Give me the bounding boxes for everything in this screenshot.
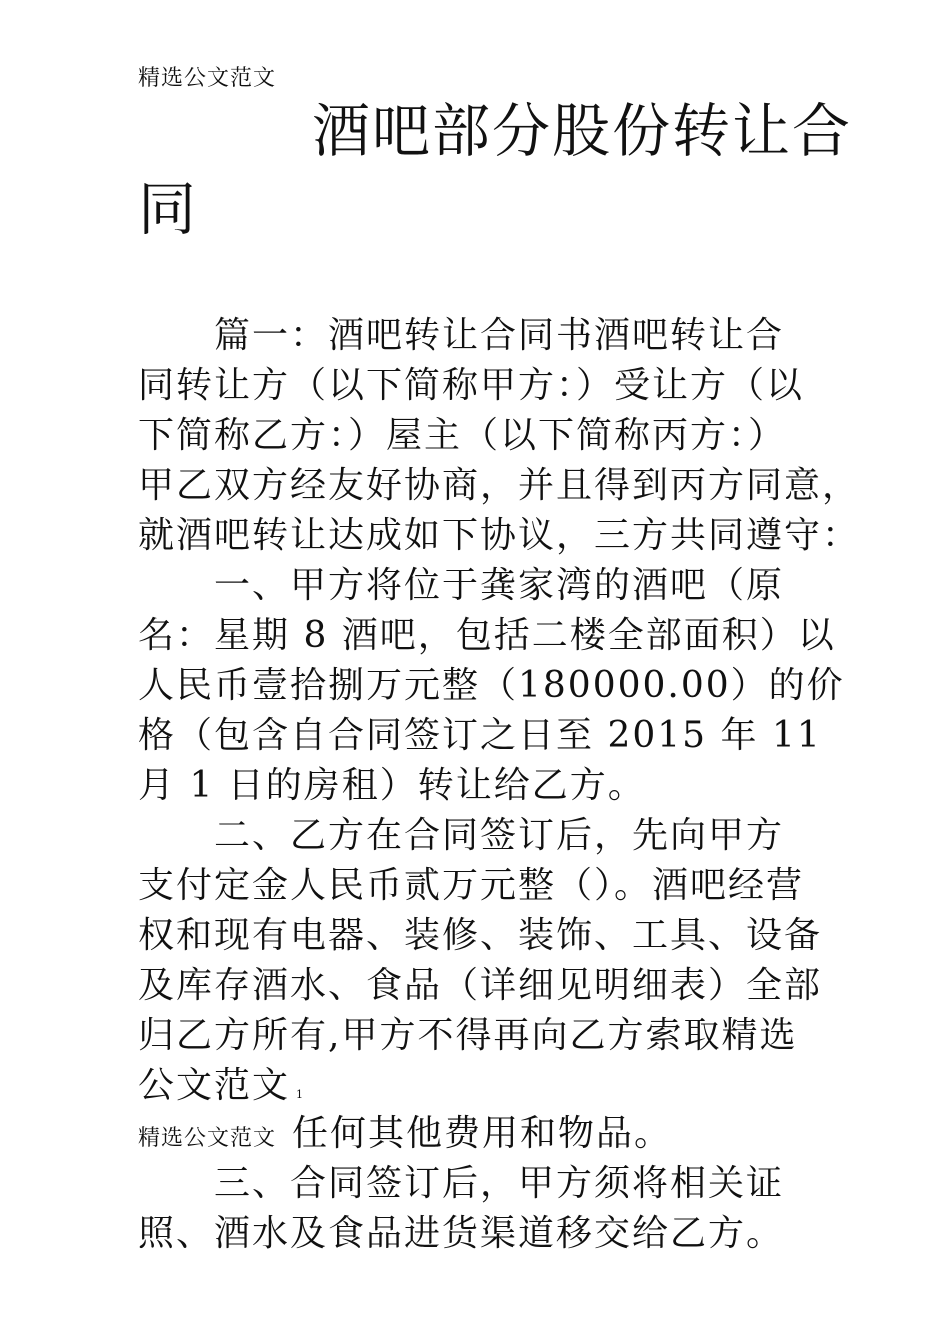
body-line: 下简称乙方：）屋主（以下简称丙方：） <box>138 415 787 456</box>
header-label: 精选公文范文 <box>138 66 277 91</box>
footer-label: 精选公文范文 <box>138 1126 277 1151</box>
body-line: 及库存酒水、食品（详细见明细表）全部 <box>138 965 823 1006</box>
body-line: 人民币壹拾捌万元整（180000.00）的价 <box>138 665 845 706</box>
body-line: 支付定金人民币贰万元整（）。酒吧经营 <box>138 865 805 906</box>
body-line: 月 1 日的房租）转让给乙方。 <box>138 765 646 806</box>
body-line: 格（包含自合同签订之日至 2015 年 11 <box>138 715 822 756</box>
footer-continuation: 任何其他费用和物品。 <box>292 1113 673 1154</box>
body-line: 一、甲方将位于龚家湾的酒吧（原 <box>214 565 785 606</box>
body-line: 三、合同签订后，甲方须将相关证 <box>214 1163 785 1204</box>
document-title-line-2: 同 <box>138 175 199 243</box>
body-line: 同转让方（以下简称甲方：）受让方（以 <box>138 365 805 406</box>
body-line: 归乙方所有,甲方不得再向乙方索取精选 <box>138 1015 798 1056</box>
body-line: 甲乙双方经友好协商，并且得到丙方同意， <box>138 465 861 506</box>
body-line: 名：星期 8 酒吧，包括二楼全部面积）以 <box>138 615 836 656</box>
body-line: 就酒吧转让达成如下协议，三方共同遵守： <box>138 515 861 556</box>
body-line: 篇一：酒吧转让合同书酒吧转让合 <box>214 315 785 356</box>
body-line: 公文范文 <box>138 1065 291 1106</box>
body-line: 二、乙方在合同签订后，先向甲方 <box>214 815 785 856</box>
body-line: 权和现有电器、装修、装饰、工具、设备 <box>138 915 823 956</box>
body-line: 照、酒水及食品进货渠道移交给乙方。 <box>138 1213 785 1254</box>
page-number: 1 <box>296 1088 303 1101</box>
document-title-line-1: 酒吧部分股份转让合 <box>312 97 853 165</box>
